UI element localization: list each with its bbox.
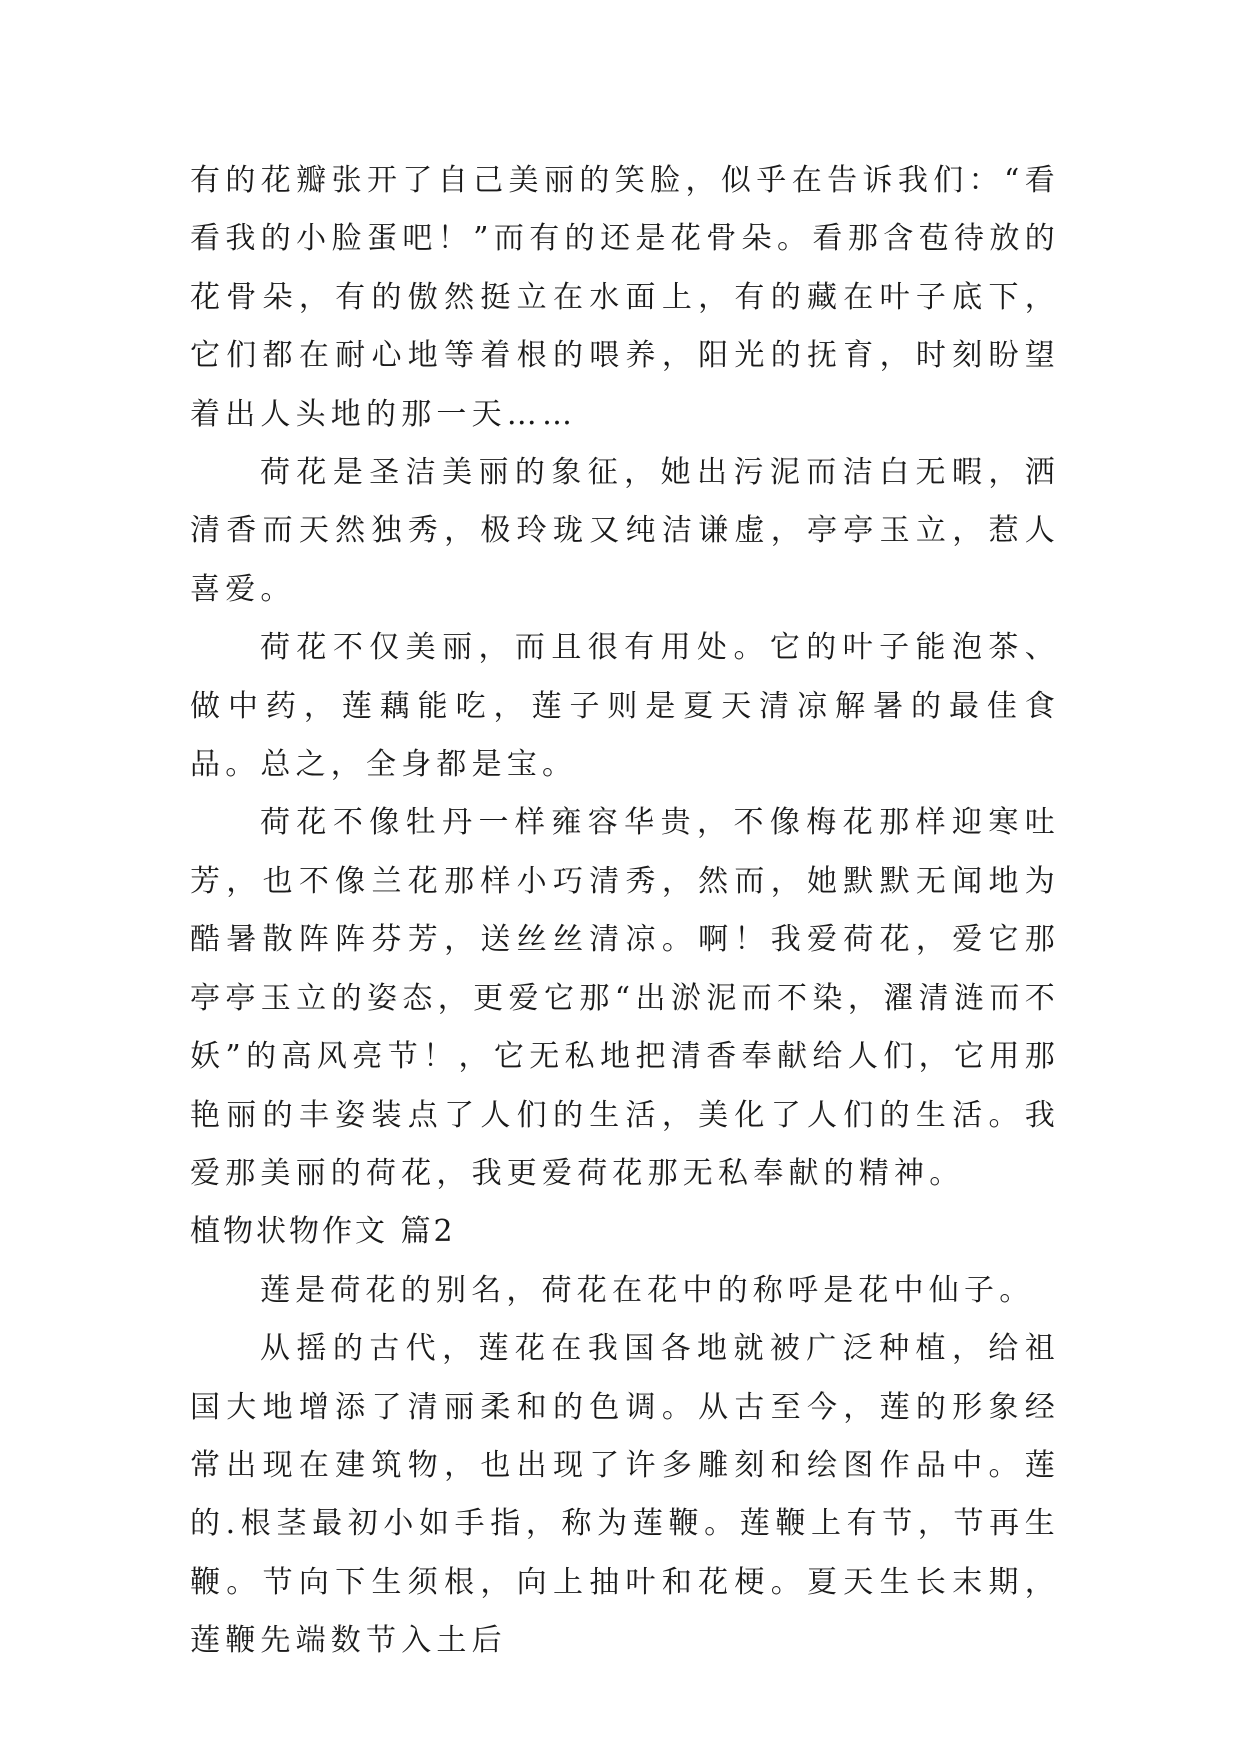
paragraph-lotus-history: 从摇的古代，莲花在我国各地就被广泛种植，给祖国大地增添了清丽柔和的色调。从古至今，莲的形象经常出现在建筑物，也出现了许多雕刻和绘图作品中。莲的.根茎最初小如手指，称为莲鞭。莲鞭上有节，节再生鞭。节向下生须根，向上抽叶和花梗。夏天生长末期，莲鞭先端数节入土后	[190, 1331, 1060, 1659]
paragraph-continuation: 有的花瓣张开了自己美丽的笑脸，似乎在告诉我们：“看看我的小脸蛋吧！”而有的还是花骨朵。看那含苞待放的花骨朵，有的傲然挺立在水面上，有的藏在叶子底下，它们都在耐心地等着根的喂养，阳光的抚育，时刻盼望着出人头地的那一天……	[190, 163, 1060, 432]
document-body	[190, 152, 1060, 1671]
paragraph-lotus-praise: 荷花不像牡丹一样雍容华贵，不像梅花那样迎寒吐芳，也不像兰花那样小巧清秀，然而，她默默无闻地为酷暑散阵阵芬芳，送丝丝清凉。啊！我爱荷花，爱它那亭亭玉立的姿态，更爱它那“出淤泥而不染，濯清涟而不妖”的高风亮节！，它无私地把清香奉献给人们，它用那艳丽的丰姿装点了人们的生活，美化了人们的生活。我爱那美丽的荷花，我更爱荷花那无私奉献的精神。	[190, 805, 1060, 1191]
section-heading: 植物状物作文 篇2	[190, 1214, 456, 1250]
paragraph-lotus-alias: 莲是荷花的别名，荷花在花中的称呼是花中仙子。	[260, 1272, 1035, 1308]
paragraph-lotus-uses: 荷花不仅美丽，而且很有用处。它的叶子能泡茶、做中药，莲藕能吃，莲子则是夏天清凉解暑的最佳食品。总之，全身都是宝。	[190, 630, 1060, 783]
paragraph-lotus-symbol: 荷花是圣洁美丽的象征，她出污泥而洁白无暇，洒清香而天然独秀，极玲珑又纯洁谦虚，亭亭玉立，惹人喜爱。	[190, 455, 1060, 607]
